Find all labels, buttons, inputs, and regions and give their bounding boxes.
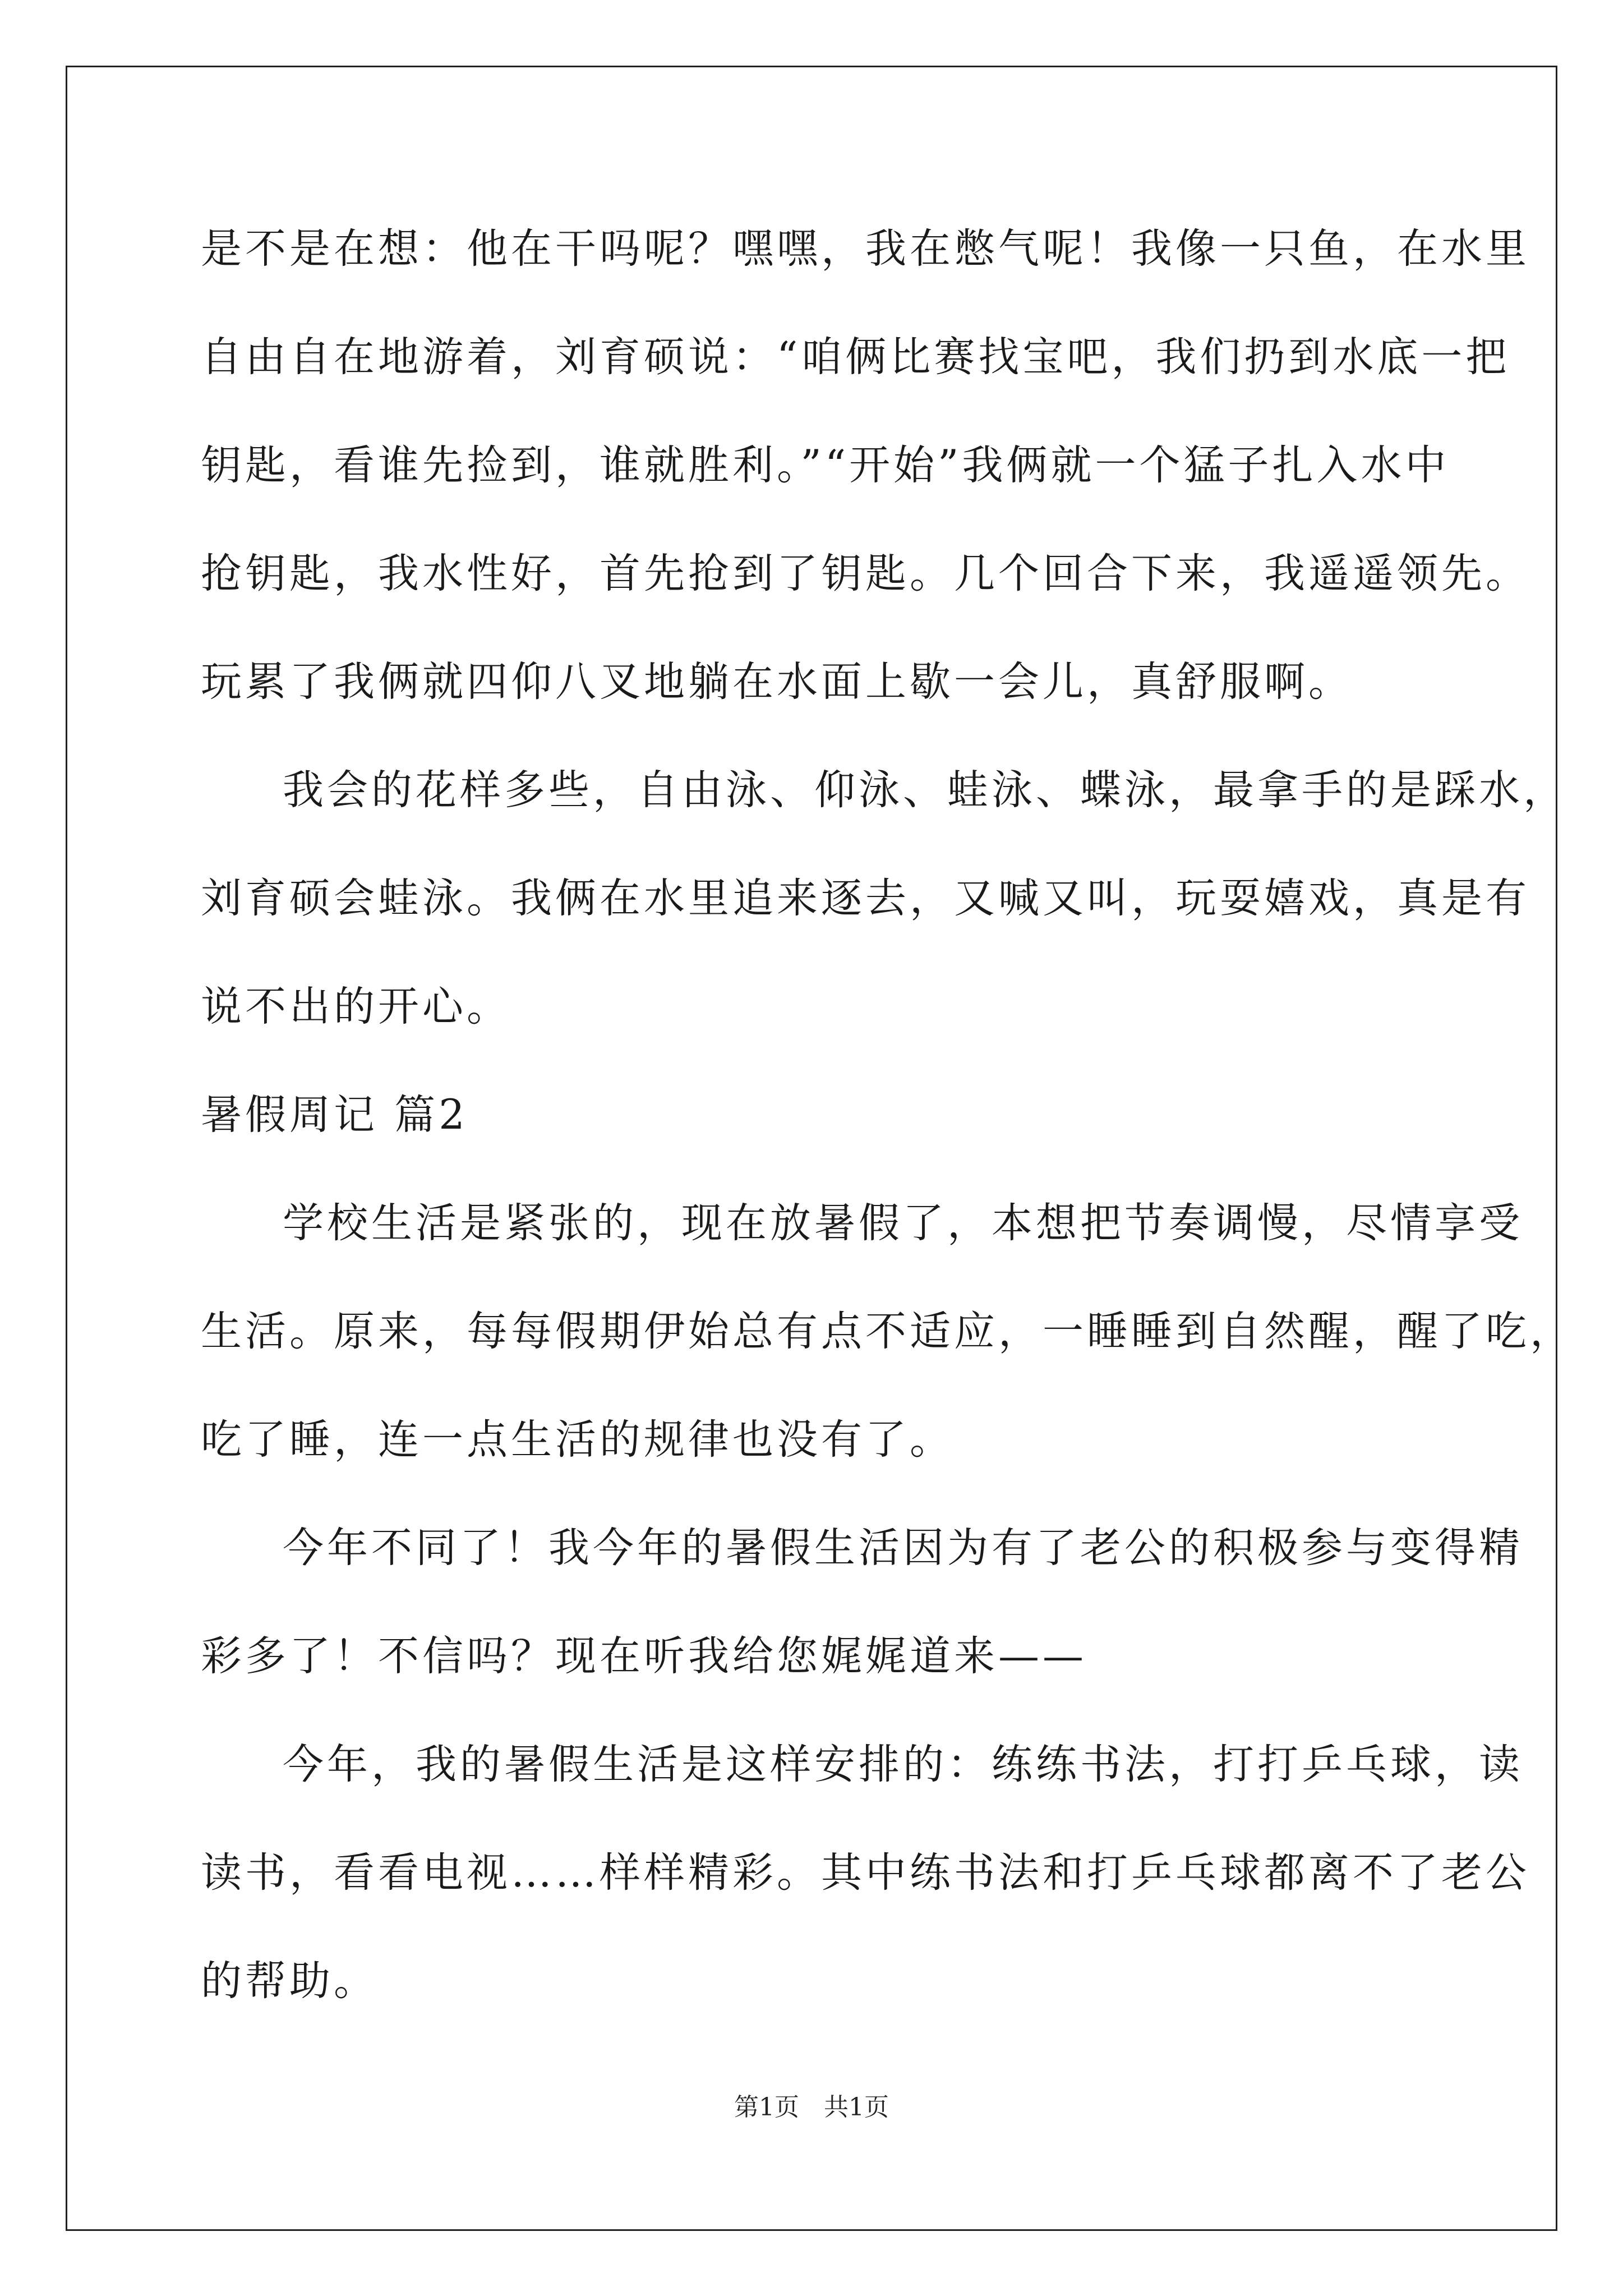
page-number-footer: 第1页 共1页 [734, 2093, 889, 2122]
text-line: 自由自在地游着，刘育硕说：“咱俩比赛找宝吧，我们扔到水底一把 [201, 333, 1510, 381]
text-line: 学校生活是紧张的，现在放暑假了，本想把节奏调慢，尽情享受 [283, 1199, 1523, 1247]
text-line: 生活。原来，每每假期伊始总有点不适应，一睡睡到自然醒，醒了吃， [201, 1308, 1574, 1355]
text-line: 读书，看看电视……样样精彩。其中练书法和打乒乓球都离不了老公 [201, 1849, 1530, 1897]
text-line: 刘育硕会蛙泳。我俩在水里追来逐去，又喊又叫，玩耍嬉戏，真是有 [201, 875, 1530, 922]
text-line: 说不出的开心。 [201, 983, 511, 1030]
text-line: 今年，我的暑假生活是这样安排的：练练书法，打打乒乓球，读 [283, 1741, 1523, 1788]
text-line: 是不是在想：他在干吗呢？嘿嘿，我在憋气呢！我像一只鱼，在水里 [201, 225, 1530, 273]
text-line: 我会的花样多些，自由泳、仰泳、蛙泳、蝶泳，最拿手的是踩水， [283, 766, 1567, 814]
text-line: 吃了睡，连一点生活的规律也没有了。 [201, 1416, 954, 1464]
text-line: 抢钥匙，我水性好，首先抢到了钥匙。几个回合下来，我遥遥领先。 [201, 550, 1530, 597]
document-body [201, 191, 1574, 2031]
section-heading: 暑假周记 篇2 [201, 1091, 468, 1139]
text-line: 玩累了我俩就四仰八叉地躺在水面上歇一会儿，真舒服啊。 [201, 658, 1353, 706]
text-line: 彩多了！不信吗？现在听我给您娓娓道来—— [201, 1632, 1087, 1680]
text-line: 的帮助。 [201, 1957, 378, 2005]
text-line: 今年不同了！我今年的暑假生活因为有了老公的积极参与变得精 [283, 1524, 1523, 1572]
text-line: 钥匙，看谁先捡到，谁就胜利。”“开始”我俩就一个猛子扎入水中 [201, 441, 1450, 489]
